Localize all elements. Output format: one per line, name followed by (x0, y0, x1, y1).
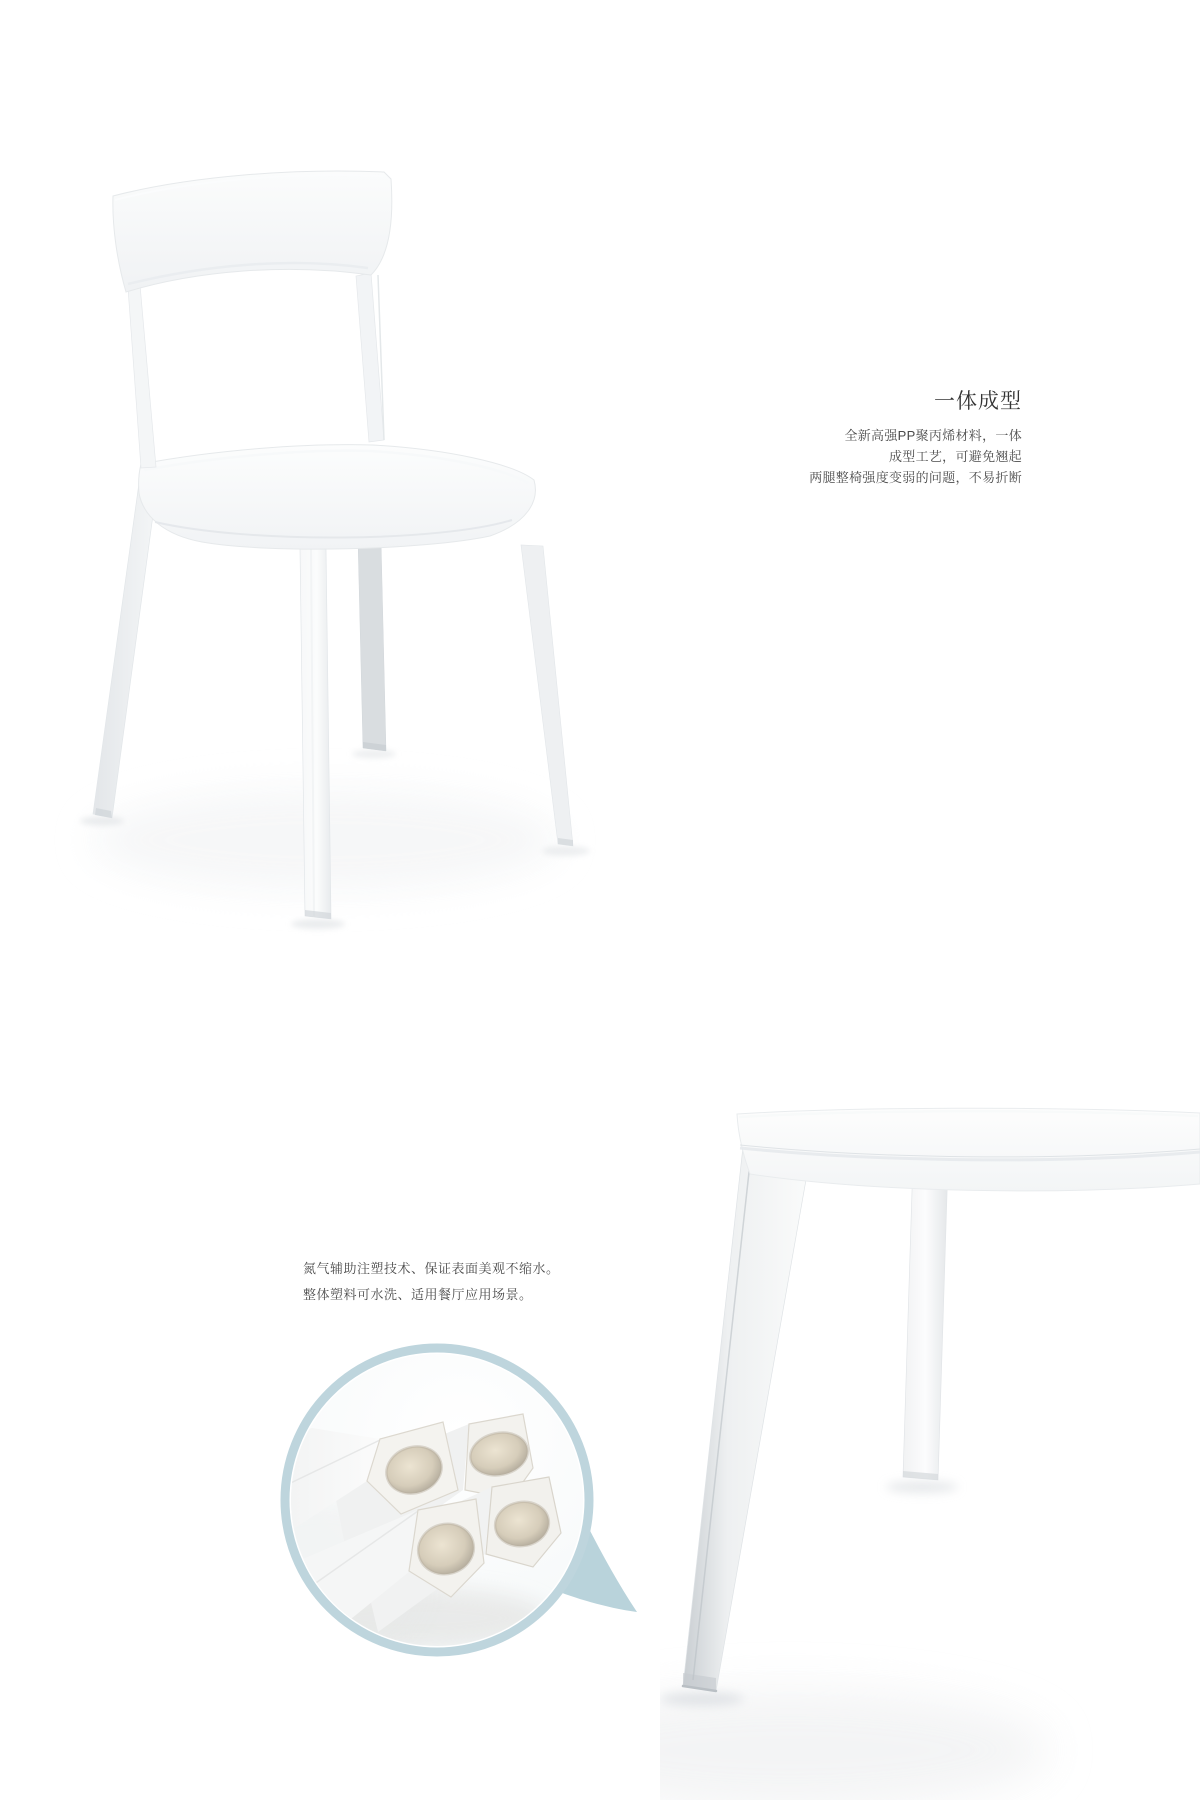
chair-backrest (113, 171, 392, 292)
leg-cross-section-bubble (270, 1330, 650, 1670)
feature-molding-line: 全新高强PP聚丙烯材料，一体 (844, 428, 1022, 443)
feature-molding (602, 391, 1022, 488)
feature-molding-body (602, 425, 1022, 488)
chair-back-uprights (128, 273, 384, 468)
feature-injection-line: 氮气辅助注塑技术、保证表面美观不缩水。 (303, 1261, 560, 1276)
closeup-seat (737, 1108, 1200, 1191)
feature-molding-line: 两腿整椅强度变弱的问题，不易折断 (809, 470, 1022, 485)
main-chair-photo (40, 130, 640, 960)
closeup-front-leg (683, 1138, 810, 1691)
closeup-back-leg (903, 1160, 948, 1480)
feature-injection-line: 整体塑料可水洗、适用餐厅应用场景。 (303, 1287, 533, 1302)
leg-closeup-photo (660, 1100, 1200, 1800)
feature-molding-line: 成型工艺，可避免翘起 (888, 449, 1022, 464)
floor-shadows (80, 750, 590, 930)
feature-molding-heading: 一体成型 (934, 390, 1022, 413)
chair-seat (139, 445, 536, 549)
